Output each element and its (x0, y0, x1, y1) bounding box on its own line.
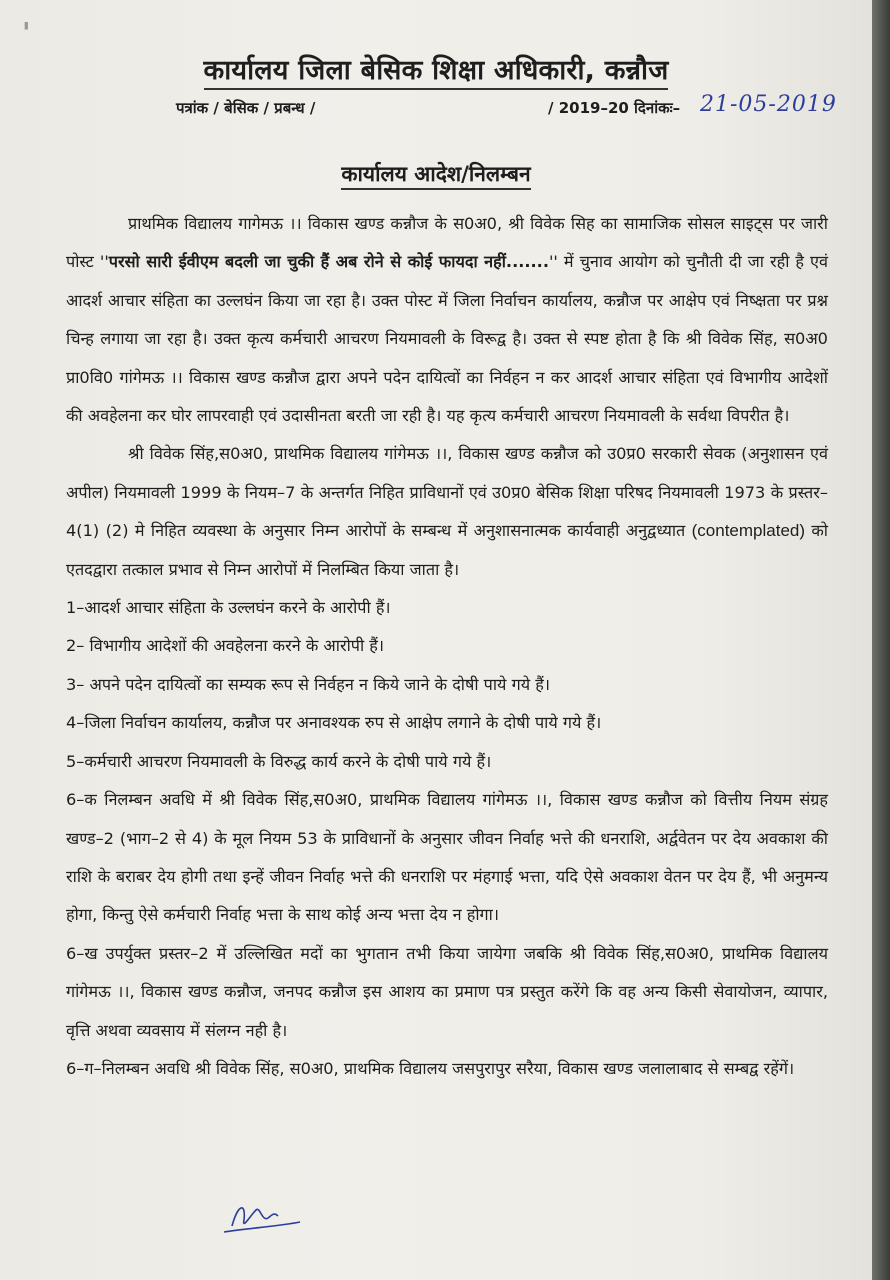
quoted-post: परसो सारी ईवीएम बदली जा चुकी हैं अब रोने से कोई फायदा नहीं....... (108, 252, 549, 272)
order-body (66, 205, 828, 1088)
charge-item: 2– विभागीय आदेशों की अवहेलना करने के आरोपी हैं। (66, 636, 385, 656)
charge-item: 3– अपने पदेन दायित्वों का सम्यक रूप से निर्वहन न किये जाने के दोषी पाये गये हैं। (66, 674, 550, 694)
clause-item: 6–ख उपर्युक्त प्रस्तर–2 में उल्लिखित मदों का भुगतान तभी किया जायेगा जबकि श्री विवेक सिंह,स0अ0, प्राथमिक विद्यालय गांगेमऊ ।।, विकास खण्ड कन्नौज, जनपद कन्नौज इस आशय का प्रमाण पत्र प्रस्तुत करेंगे कि वह अन्य किसी सेवायोजन, व्यापार, वृत्ति अथवा व्यवसाय में संलग्न नही है। (66, 943, 828, 1040)
signature-mark (220, 1196, 310, 1240)
reference-number: पत्रांक / बेसिक / प्रबन्ध / (176, 99, 316, 117)
charge-item: 1–आदर्श आचार संहिता के उल्लघंन करने के आरोपी हैं। (66, 598, 391, 618)
handwritten-date: 21-05-2019 (700, 92, 837, 117)
charge-item: 4–जिला निर्वाचन कार्यालय, कन्नौज पर अनावश्यक रुप से आक्षेप लगाने के दोषी पाये गये हैं। (66, 713, 602, 733)
charge-item: 5–कर्मचारी आचरण नियमावली के विरुद्ध कार्य करने के दोषी पाये गये हैं। (66, 751, 492, 771)
order-title: कार्यालय आदेश/निलम्बन (0, 160, 872, 188)
clause-item: 6–ग–निलम्बन अवधि श्री विवेक सिंह, स0अ0, प्राथमिक विद्यालय जसपुरापुर सरैया, विकास खण्ड जलालाबाद से सम्बद्व रहेंगें। (66, 1058, 795, 1078)
margin-mark: ' (22, 16, 31, 49)
english-term: (contemplated) (691, 521, 806, 541)
clause-item: 6–क निलम्बन अवधि में श्री विवेक सिंह,स0अ0, प्राथमिक विद्यालय गांगेमऊ ।।, विकास खण्ड कन्नौज को वित्तीय नियम संग्रह खण्ड–2 (भाग–2 से 4) के मूल नियम 53 के प्राविधानों के अनुसार जीवन निर्वाह भत्ते की धनराशि, अर्द्ववेतन पर देय अवकाश की राशि के बराबर देय होगी तथा इन्हें जीवन निर्वाह भत्ते की धनराशि पर मंहगाई भत्ता, यदि ऐसे अवकाश वेतन पर देय हैं, भी अनुमन्य होगा, किन्तु ऐसे कर्मचारी निर्वाह भत्ता के साथ कोई अन्य भत्ता देय न होगा। (66, 790, 828, 925)
reference-year: / 2019–20 दिनांकः– (548, 99, 681, 117)
paragraph-suspension: श्री विवेक सिंह,स0अ0, प्राथमिक विद्यालय गांगेमऊ ।।, विकास खण्ड कन्नौज को उ0प्र0 सरकारी सेवक (अनुशासन एवं अपील) नियमावली 1999 के नियम–7 के अन्तर्गत निहित प्राविधानों एवं उ0प्र0 बेसिक शिक्षा परिषद नियमावली 1973 के प्रस्तर–4(1) (2) मे निहित व्यवस्था के अनुसार निम्न आरोपों के सम्बन्ध में अनुशासनात्मक कार्यवाही अनुद्वध्यात (contemplated) को एतदद्वारा तत्काल प्रभाव से निम्न आरोपों में निलम्बित किया जाता है। (66, 444, 829, 579)
page-edge-shadow (872, 0, 890, 1280)
office-heading: कार्यालय जिला बेसिक शिक्षा अधिकारी, कन्नौज (0, 50, 872, 87)
paragraph-allegation: प्राथमिक विद्यालय गागेमऊ ।। विकास खण्ड कन्नौज के स0अ0, श्री विवेक सिह का सामाजिक सोसल साइट्स पर जारी पोस्ट ''परसो सारी ईवीएम बदली जा चुकी हैं अब रोने से कोई फायदा नहीं.......'' में चुनाव आयोग को चुनौती दी जा रही है एवं आदर्श आचार संहिता का उल्लघंन किया जा रहा है। उक्त पोस्ट में जिला निर्वाचन कार्यालय, कन्नौज पर आक्षेप एवं निष्क्षता पर प्रश्न चिन्ह लगाया जा रहा है। उक्त कृत्य कर्मचारी आचरण नियमावली के विरूद्व है। उक्त से स्पष्ट होता है कि श्री विवेक सिंह, स0अ0 प्रा0वि0 गांगेमऊ ।। विकास खण्ड कन्नौज द्वारा अपने पदेन दायित्वों का निर्वहन न कर आदर्श आचार संहिता एवं विभागीय आदेशों की अवहेलना कर घोर लापरवाही एवं उदासीनता बरती जा रही है। यह कृत्य कर्मचारी आचरण नियमावली के सर्वथा विपरीत है। (66, 214, 828, 426)
